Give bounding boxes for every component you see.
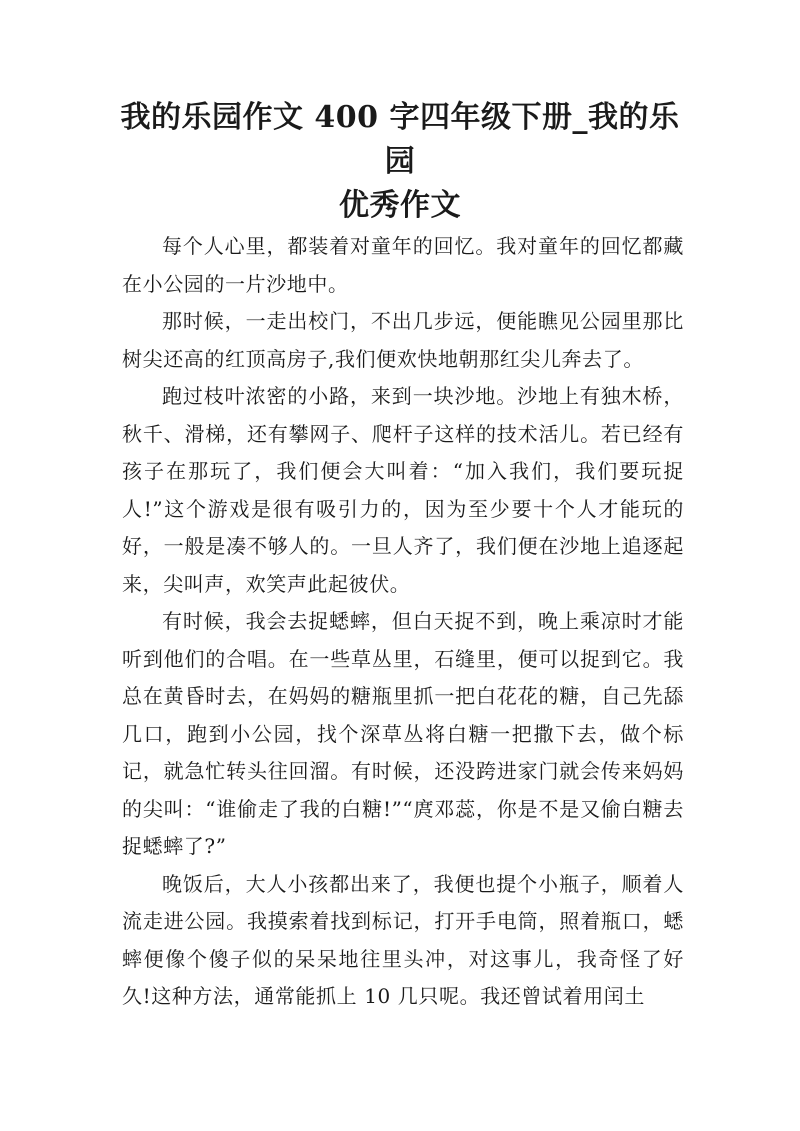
paragraph-5: 晚饭后，大人小孩都出来了，我便也提个小瓶子，顺着人流走进公园。我摸索着找到标记，打开手电筒，照着瓶口，蟋蟀便像个傻子似的呆呆地往里头冲，对这事儿，我奇怪了好久!这种方法，通常能抓上 10 几只呢。我还曾试着用闰土 <box>122 871 684 1008</box>
paragraph-1: 每个人心里，都装着对童年的回忆。我对童年的回忆都藏在小公园的一片沙地中。 <box>122 234 684 296</box>
paragraph-2: 那时候，一走出校门，不出几步远，便能瞧见公园里那比树尖还高的红顶高房子,我们便欢快地朝那红尖儿奔去了。 <box>122 309 684 371</box>
page-title-line-1: 我的乐园作文 400 字四年级下册_我的乐园 <box>120 100 680 179</box>
page-title-line-2: 优秀作文 <box>339 188 461 223</box>
essay-body <box>122 228 684 1016</box>
paragraph-4: 有时候，我会去捉蟋蟀，但白天捉不到，晚上乘凉时才能听到他们的合唱。在一些草丛里，石缝里，便可以捉到它。我总在黄昏时去，在妈妈的糖瓶里抓一把白花花的糖，自己先舔几口，跑到小公园，找个深草丛将白糖一把撒下去，做个标记，就急忙转头往回溜。有时候，还没跨进家门就会传来妈妈的尖叫：“谁偷走了我的白糖!”“庹邓蕊，你是不是又偷白糖去捉蟋蟀了?” <box>122 609 684 858</box>
page-title <box>110 96 690 228</box>
paragraph-3: 跑过枝叶浓密的小路，来到一块沙地。沙地上有独木桥，秋千、滑梯，还有攀网子、爬杆子这样的技术活儿。若已经有孩子在那玩了，我们便会大叫着：“加入我们，我们要玩捉人!”这个游戏是很有吸引力的，因为至少要十个人才能玩的好，一般是凑不够人的。一旦人齐了，我们便在沙地上追逐起来，尖叫声，欢笑声此起彼伏。 <box>122 384 684 596</box>
